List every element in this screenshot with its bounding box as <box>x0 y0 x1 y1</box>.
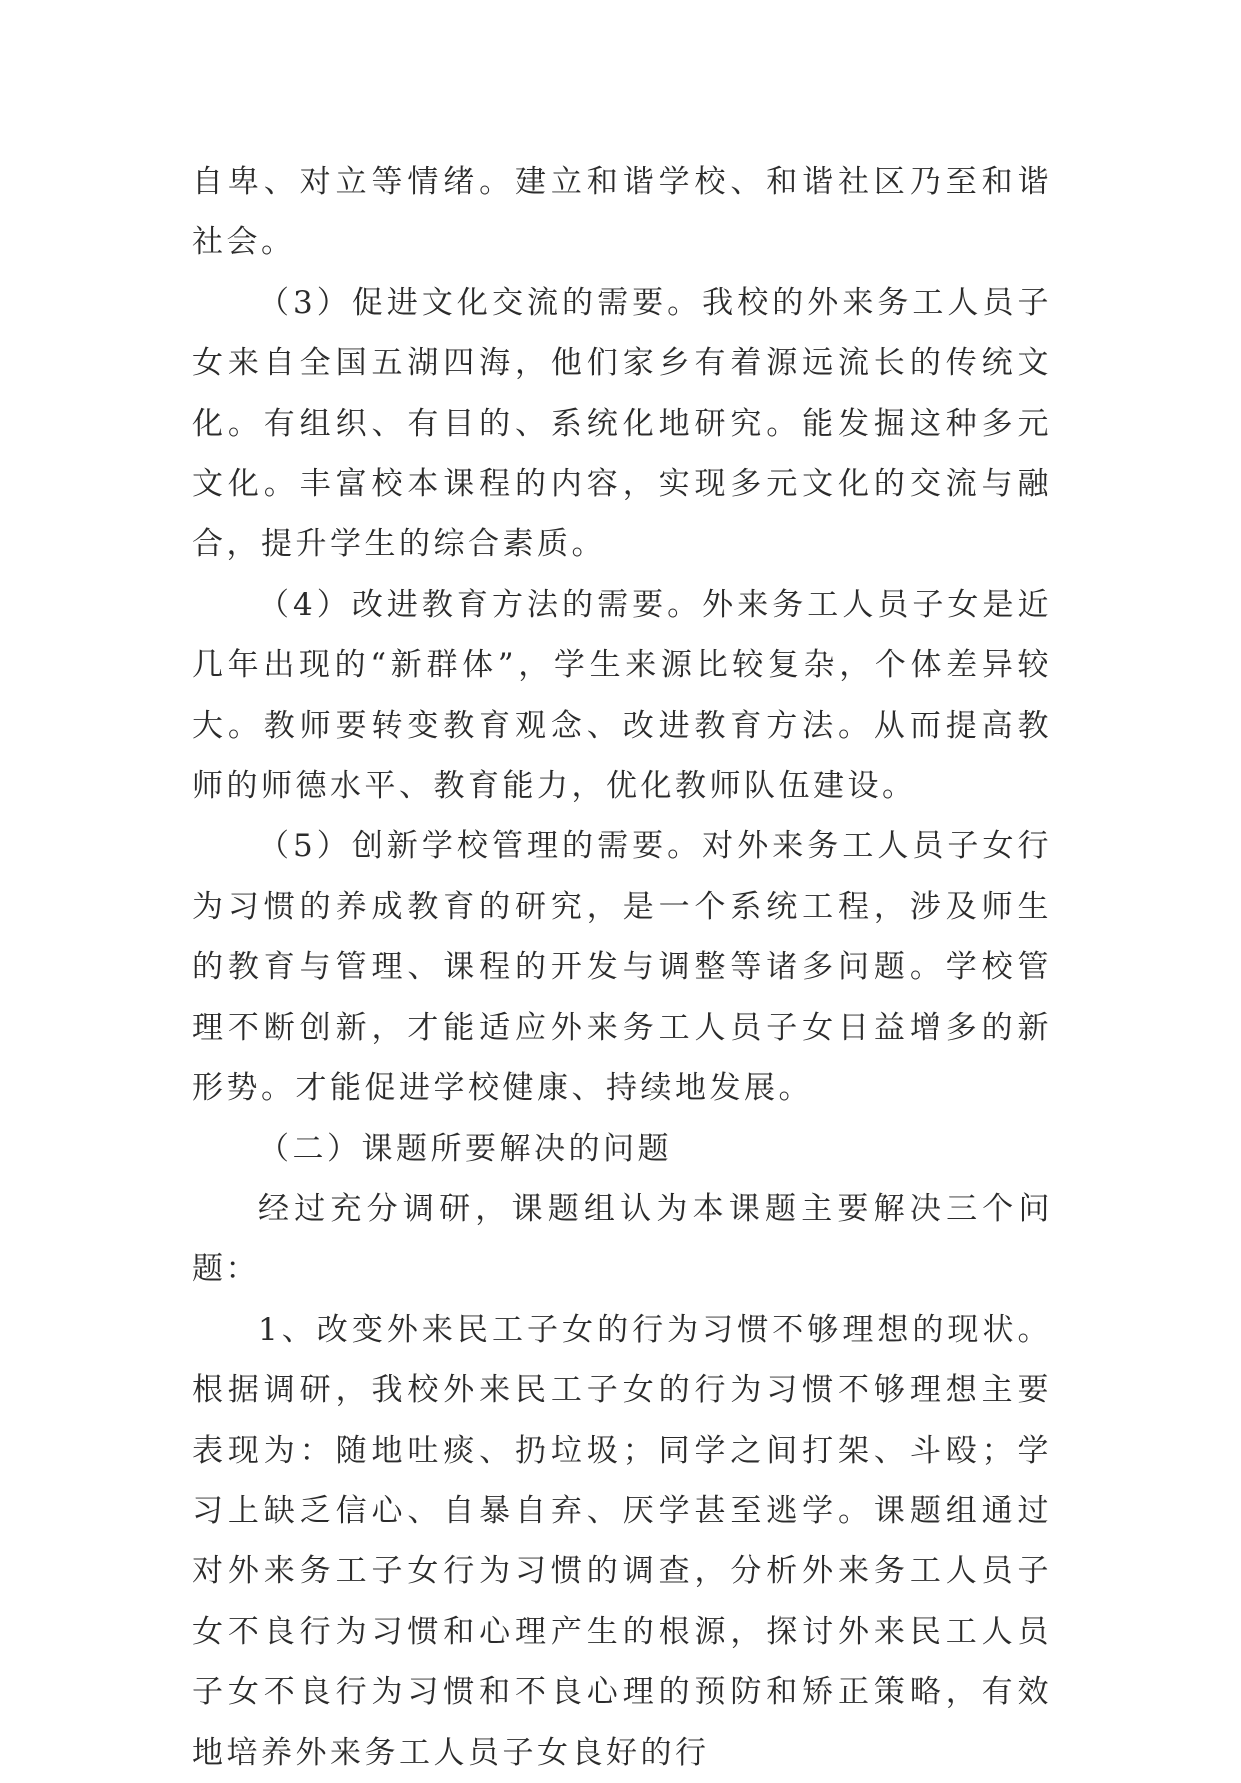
section-heading-problems: （二）课题所要解决的问题 <box>258 1130 672 1167</box>
paragraph-cultural-exchange: （3）促进文化交流的需要。我校的外来务工人员子女来自全国五湖四海，他们家乡有着源远流长的传统文化。有组织、有目的、系统化地研究。能发掘这种多元文化。丰富校本课程的内容，实现多元文化的交流与融合，提升学生的综合素质。 <box>192 284 1052 563</box>
paragraph-research-summary: 经过充分调研，课题组认为本课题主要解决三个问题： <box>192 1190 1052 1288</box>
paragraph-problem-one: 1、改变外来民工子女的行为习惯不够理想的现状。根据调研，我校外来民工子女的行为习惯不够理想主要表现为：随地吐痰、扔垃圾；同学之间打架、斗殴；学习上缺乏信心、自暴自弃、厌学甚至逃学。课题组通过对外来务工子女行为习惯的调查，分析外来务工人员子女不良行为习惯和心理产生的根源，探讨外来民工人员子女不良行为习惯和不良心理的预防和矫正策略，有效地培养外来务工人员子女良好的行 <box>192 1311 1052 1771</box>
paragraph-teaching-methods: （4）改进教育方法的需要。外来务工人员子女是近几年出现的“新群体”，学生来源比较复杂，个体差异较大。教师要转变教育观念、改进教育方法。从而提高教师的师德水平、教育能力，优化教师队伍建设。 <box>192 586 1052 805</box>
paragraph-continuation: 自卑、对立等情绪。建立和谐学校、和谐社区乃至和谐社会。 <box>192 164 1052 261</box>
document-body <box>192 152 1052 1783</box>
paragraph-school-management: （5）创新学校管理的需要。对外来务工人员子女行为习惯的养成教育的研究，是一个系统工程，涉及师生的教育与管理、课程的开发与调整等诸多问题。学校管理不断创新，才能适应外来务工人员子女日益增多的新形势。才能促进学校健康、持续地发展。 <box>192 828 1052 1107</box>
